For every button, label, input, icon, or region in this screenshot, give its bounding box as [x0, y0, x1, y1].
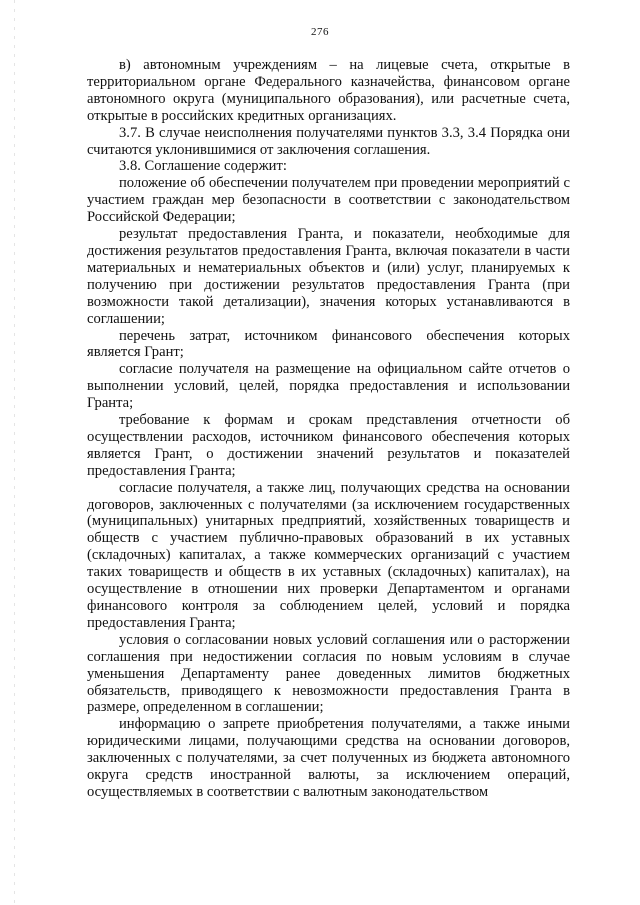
document-body — [87, 57, 570, 801]
paragraph-autonomous-institutions: в) автономным учреждениям – на лицевые счета, открытые в территориальном органе Федерального казначейства, финансовом органе автономного округа (муниципального образования), или расчетные счета, открытые в российских кредитных организациях. — [87, 57, 570, 124]
scan-edge-artifact — [14, 0, 15, 905]
paragraph-3-7: 3.7. В случае неисполнения получателями пунктов 3.3, 3.4 Порядка они считаются уклонившимися от заключения соглашения. — [87, 124, 570, 158]
paragraph-expense-list: перечень затрат, источником финансового обеспечения которых является Грант; — [87, 327, 570, 361]
page-number: 276 — [311, 26, 329, 38]
paragraph-agreement-amendment: условия о согласовании новых условий соглашения или о расторжении соглашения при недостижении согласия по новым условиям в случае уменьшения Департаменту ранее доведенных лимитов бюджетных обязательств, приводящего к невозможности предоставления Гранта в размере, определенном в соглашении; — [87, 631, 570, 716]
paragraph-inspection-consent: согласие получателя, а также лиц, получающих средства на основании договоров, заключенных с получателями (за исключением государственных (муниципальных) унитарных предприятий, хозяйственных товариществ и обществ с участием публично-правовых образований в их уставных (складочных) капиталах, а также коммерческих организаций с участием таких товариществ и обществ в их уставных (складочных) капиталах), на осуществление в отношении них проверки Департаментом и органами финансового контроля за соблюдением целей, условий и порядка предоставления Гранта; — [87, 479, 570, 631]
paragraph-safety-measures: положение об обеспечении получателем при проведении мероприятий с участием граждан мер безопасности в соответствии с законодательством Российской Федерации; — [87, 175, 570, 226]
paragraph-report-publication-consent: согласие получателя на размещение на официальном сайте отчетов о выполнении условий, целей, порядка предоставления и использовании Гранта; — [87, 361, 570, 412]
paragraph-reporting-requirements: требование к формам и срокам представления отчетности об осуществлении расходов, источником финансового обеспечения которых является Грант, о достижении значений результатов и показателей предоставления Гранта; — [87, 412, 570, 479]
paragraph-foreign-currency-ban: информацию о запрете приобретения получателями, а также иными юридическими лицами, получающими средства на основании договоров, заключенных с получателями, за счет полученных из бюджета автономного округа средств иностранной валюты, за исключением операций, осуществляемых в соответствии с валютным законодательством — [87, 716, 570, 800]
paragraph-grant-results: результат предоставления Гранта, и показатели, необходимые для достижения результатов предоставления Гранта, включая показатели в части материальных и нематериальных объектов и (или) услуг, планируемых к получению при достижении результатов предоставления Гранта (при возможности такой детализации), значения которых устанавливаются в соглашении; — [87, 226, 570, 327]
paragraph-3-8: 3.8. Соглашение содержит: — [119, 158, 287, 175]
